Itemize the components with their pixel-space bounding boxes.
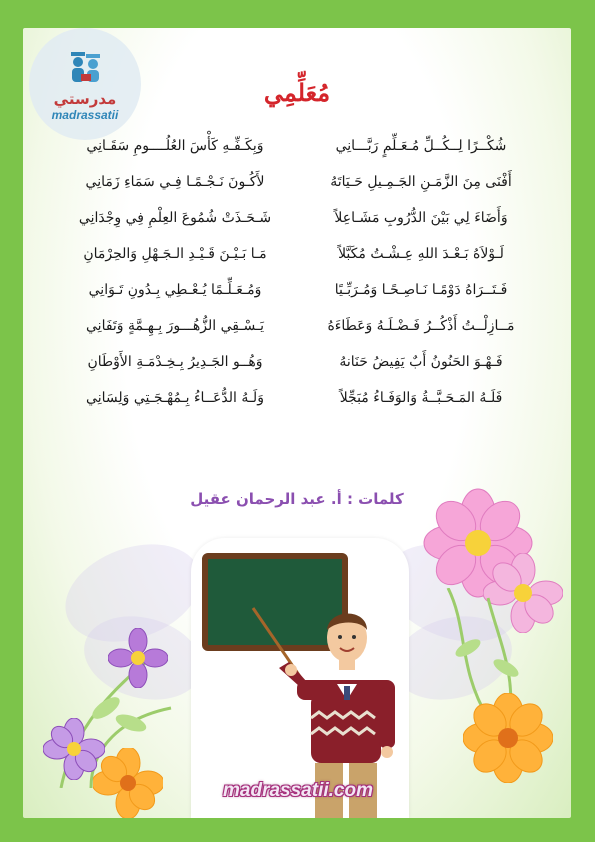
verse	[63, 164, 533, 200]
logo-latin-text: madrassatii	[51, 108, 119, 122]
verse	[63, 308, 533, 344]
verse-left-hemistich: وَبِكَـفِّـهِ كَأْسَ العُلُــــومِ سَقَـانِي	[86, 138, 264, 154]
verse	[63, 344, 533, 380]
verse-left-hemistich: وَلَـهُ الدُّعَــاءُ بِـمُهْـجَـتِي وَلِسَانِي	[86, 390, 264, 406]
verse	[63, 236, 533, 272]
logo-arabic-text: مدرستي	[53, 90, 117, 108]
verse-left-hemistich: مَـا بَـيْـنَ قَـيْـدِ الـجَـهْلِ وَالحِرْمَانِ	[83, 246, 267, 262]
page-content	[23, 28, 571, 818]
poem-title: مُعَلِّمِي	[263, 78, 331, 107]
verse-left-hemistich: يَـسْـقِي الزُّهُـــورَ بِـهِـمَّةٍ وَتَفَانِي	[86, 318, 264, 334]
verse-left-hemistich: شَـحَـذَتْ شُمُوعَ العِلْمِ فِي وِجْدَانِي	[78, 210, 272, 226]
verse	[63, 272, 533, 308]
poem-credit: كلمات : أ. عبد الرحمان عقيل	[190, 490, 404, 508]
verse-left-hemistich: لأَكُـونَ نَـجْـمًـا فِـي سَمَاءِ زَمَانِي	[85, 174, 265, 190]
verse-right-hemistich: فَـتَــرَاهُ دَوْمًـا نَـاصِـحًـا وَمُـرَبِّـيًا	[334, 282, 508, 298]
verse-right-hemistich: وَأَضَاءَ لِي بَيْنَ الدُّرُوبِ مَشَـاعِلاً	[334, 210, 508, 226]
teacher-illustration	[191, 538, 409, 818]
verse-right-hemistich: شُكْــرًا لِــكُــلِّ مُـعَـلِّمٍ رَبَّـــانِي	[335, 138, 507, 154]
teacher-illustration-card	[191, 538, 409, 818]
purple-flower-icon	[108, 628, 168, 688]
verse-right-hemistich: فَلَـهُ المَـحَـبَّــةُ وَالوَفَـاءُ مُبَجِّلاً	[339, 390, 503, 406]
verse-right-hemistich: أَفْنَى مِنَ الزَّمَـنِ الجَـمِـيلِ حَـيَاتَهُ	[330, 174, 512, 190]
site-watermark: madrassatii.com	[223, 780, 373, 801]
poem-body	[63, 128, 533, 416]
verse-left-hemistich: وَهُــو الجَـدِيرُ بِـخِـدْمَـةِ الأَوْطَانِ	[87, 354, 263, 370]
verse-right-hemistich: لَـوْلاَهُ بَـعْـدَ اللهِ عِـشْـتُ مُكَبَّلاً	[338, 246, 504, 262]
verse-right-hemistich: فَـهْـوَ الحَنُونُ أَبٌ يَفِيضُ حَنَانهُ	[339, 354, 503, 370]
orange-flower-icon	[463, 693, 553, 783]
verse-left-hemistich: وَمُـعَـلِّـمًا يُـعْـطِي بِـدُونِ تَـوَانِي	[88, 282, 262, 298]
verse	[63, 380, 533, 416]
verse	[63, 128, 533, 164]
verse	[63, 200, 533, 236]
chalkboard	[205, 556, 345, 648]
verse-right-hemistich: مَــازِلْــتُ أَذْكُــرُ فَـضْـلَـهُ وَعَطَاءَهُ	[327, 318, 515, 334]
